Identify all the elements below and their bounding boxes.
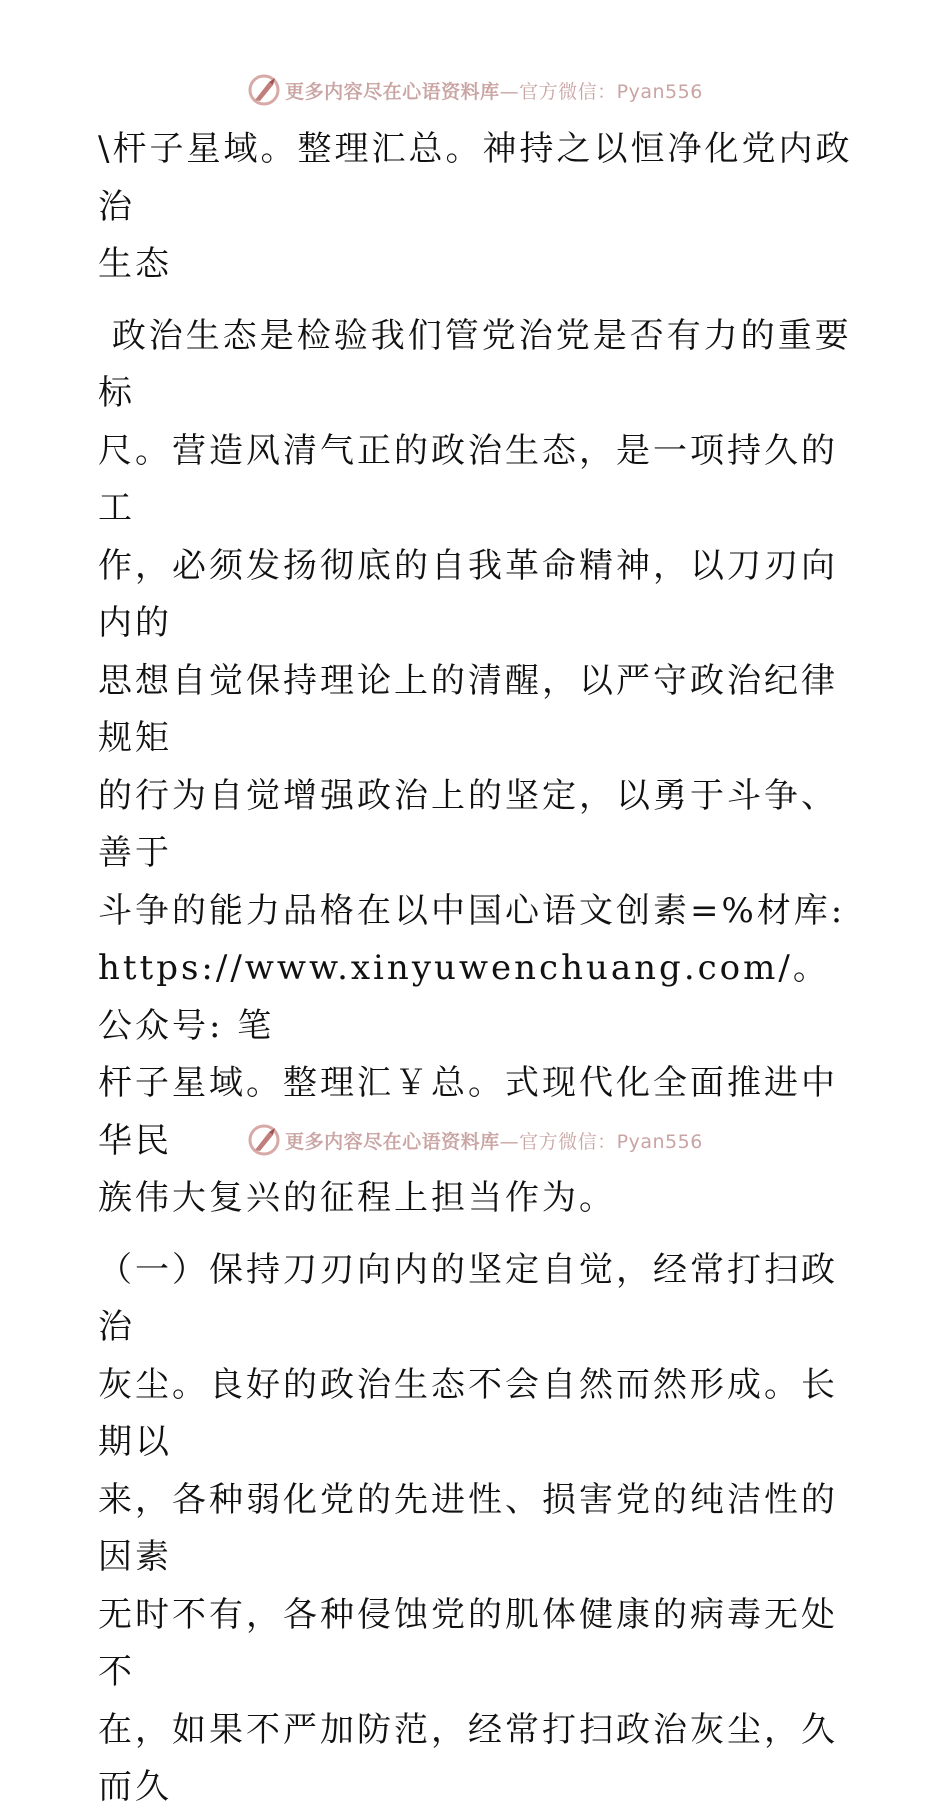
watermark-brand: 更多内容尽在心语资料库 (285, 80, 500, 103)
document-body (98, 121, 858, 1817)
footer-watermark (0, 1118, 950, 1162)
paragraph-political-ecology: 政治生态是检验我们管党治党是否有力的重要标 尺。营造风清气正的政治生态，是一项持久的工 作，必须发扬彻底的自我革命精神，以刀刃向内的 思想自觉保持理论上的清醒，以严守政治纪律规矩 的行为自觉增强政治上的坚定，以勇于斗争、善于 斗争的能力品格在以中国心语文创素=%材库: https://www.xinyuwenchuang.com/。公众号: 笔 杆子星域。整理汇￥总。式现代化全面推进中华民 族伟大复兴的征程上担当作为。 (98, 315, 852, 1218)
watermark-brand: 更多内容尽在心语资料库 (285, 1130, 500, 1153)
header-watermark (0, 68, 950, 112)
watermark-contact: —官方微信：Pyan556 (499, 1130, 703, 1153)
paragraph-section-one: （一）保持刀刃向内的坚定自觉，经常打扫政治 灰尘。良好的政治生态不会自然而然形成。长期以 来，各种弱化党的先进性、损害党的纯洁性的因素 无时不有，各种侵蚀党的肌体健康的病毒无处不 在，如果不严加防范，经常打扫政治灰尘，久而久 (98, 1249, 838, 1807)
quill-pen-logo-icon (247, 1123, 281, 1157)
paragraph-heading-fragment: \杆子星域。整理汇总。神持之以恒净化党内政治 生态 (98, 129, 853, 284)
watermark-contact: —官方微信：Pyan556 (499, 80, 703, 103)
quill-pen-logo-icon (247, 73, 281, 107)
